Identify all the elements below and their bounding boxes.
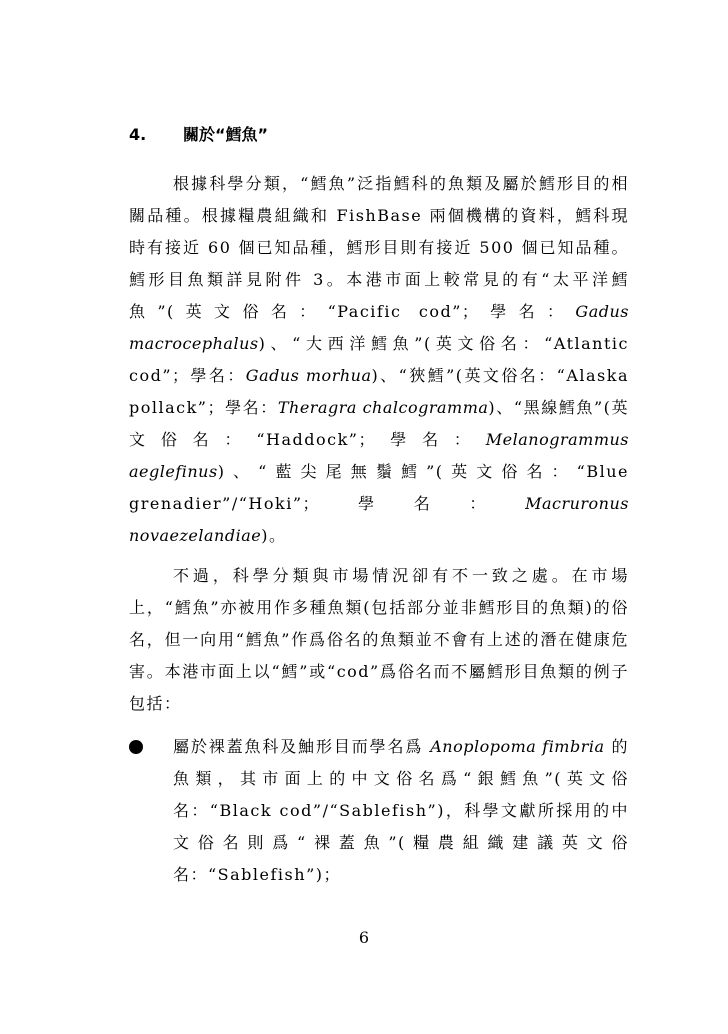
p1-sci-name-hoki: Macruronus novaezelandiae <box>129 494 629 545</box>
p1-text-3: )、“狹鱈”(英文俗名：“Alaska pollack”；學名： <box>129 366 630 417</box>
section-title: 關於“鱈魚” <box>183 125 269 144</box>
p2-text: 不過，科學分類與市場情況卻有不一致之處。在市場上，“鱈魚”亦被用作多種魚類(包括部分並非鱈形目的魚類)的俗名，但一向用“鱈魚”作爲俗名的魚類並不會有上述的潛在健康危害。本港市面上以“鱈”或“cod”爲俗名而不屬鱈形目魚類的例子包括： <box>129 566 629 713</box>
section-heading <box>129 122 268 145</box>
b1-text-2: 的魚類，其市面上的中文俗名爲“銀鱈魚”(英文俗名：“Black cod”/“Sablefish”)，科學文獻所採用的中文俗名則爲“裸蓋魚”(糧農組織建議英文俗名：“Sablefish”)； <box>173 737 629 884</box>
page-number: 6 <box>358 928 370 947</box>
p1-sci-name-pacific-cod: Gadus macrocephalus <box>129 302 629 353</box>
p1-text-4: )、“黑線鱈魚”(英文俗名：“Haddock”；學名： <box>129 398 629 449</box>
bullet-dot-icon <box>129 740 143 754</box>
p1-text-1: 根據科學分類，“鱈魚”泛指鱈科的魚類及屬於鱈形目的相關品種。根據糧農組織和 FishBase 兩個機構的資料，鱈科現時有接近 60 個已知品種，鱈形目則有接近 500 個已知品種。鱈形目魚類詳見附件 3。本港市面上較常見的有“太平洋鱈魚”(英文俗名：“Pacific cod”；學名： <box>129 174 629 321</box>
p1-text-5: )、“藍尖尾無鬚鱈”(英文俗名：“Blue grenadier”/“Hoki”；學名： <box>129 462 629 513</box>
paragraph-scientific-classification <box>129 168 629 552</box>
section-number: 4. <box>129 125 147 144</box>
p1-text-2: )、“大西洋鱈魚”(英文俗名：“Atlantic cod”；學名： <box>129 334 629 385</box>
paragraph-market-situation <box>129 560 629 720</box>
b1-sci-name-sablefish: Anoplopoma fimbria <box>430 737 605 756</box>
p1-sci-name-alaska-pollack: Theragra chalcogramma <box>277 398 489 417</box>
p1-sci-name-haddock: Melanogrammus aeglefinus <box>129 430 629 481</box>
b1-text-1: 屬於裸蓋魚科及鮋形目而學名爲 <box>173 737 431 756</box>
bullet-text <box>173 731 629 891</box>
p1-sci-name-atlantic-cod: Gadus morhua <box>245 366 372 385</box>
p1-text-6: )。 <box>261 526 287 545</box>
